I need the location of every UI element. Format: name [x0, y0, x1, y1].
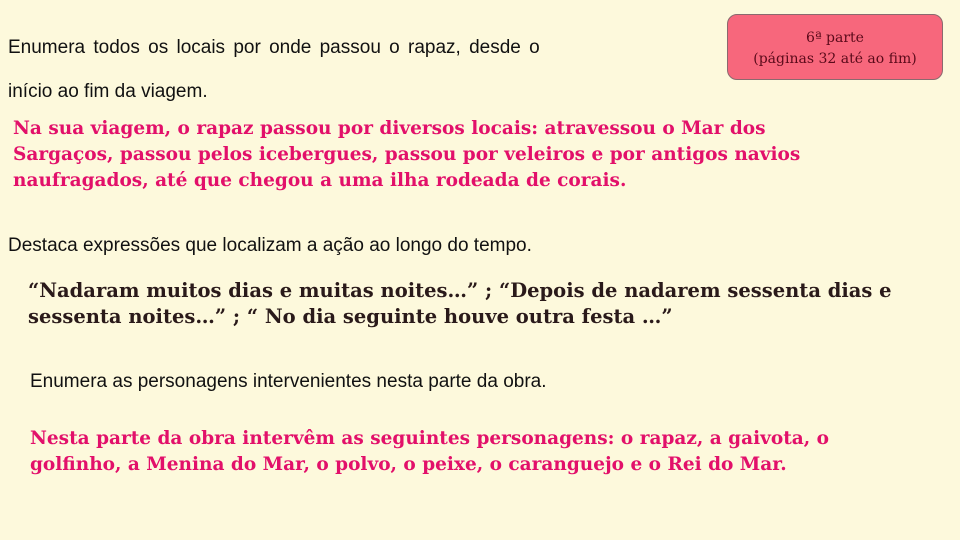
answer-3-line: Nesta parte da obra intervêm as seguintes personagens: o rapaz, a gaivota, o — [30, 428, 829, 449]
answer-1-line: Sargaços, passou pelos icebergues, passou por veleiros e por antigos navios — [13, 144, 801, 165]
answer-3-line: golfinho, a Menina do Mar, o polvo, o peixe, o caranguejo e o Rei do Mar. — [30, 454, 787, 475]
answer-2 — [28, 278, 892, 330]
question-3: Enumera as personagens intervenientes nesta parte da obra. — [30, 371, 547, 392]
badge-part-label: 6ª parte — [806, 30, 864, 46]
section-badge — [727, 14, 943, 80]
answer-1-line: naufragados, até que chegou a uma ilha rodeada de corais. — [13, 170, 627, 191]
answer-2-line: “Nadaram muitos dias e muitas noites…” ; “Depois de nadarem sessenta dias e — [28, 279, 892, 302]
badge-pages-label: (páginas 32 até ao fim) — [753, 51, 917, 67]
question-1-line-2: início ao fim da viagem. — [8, 81, 208, 102]
answer-2-line: sessenta noites…” ; “ No dia seguinte houve outra festa …” — [28, 305, 673, 328]
question-1-line-1: Enumera todos os locais por onde passou o rapaz, desde o — [8, 37, 540, 58]
answer-1-line: Na sua viagem, o rapaz passou por diversos locais: atravessou o Mar dos — [13, 118, 766, 139]
question-2: Destaca expressões que localizam a ação ao longo do tempo. — [8, 235, 532, 256]
answer-3 — [30, 426, 829, 478]
answer-1 — [13, 116, 800, 194]
